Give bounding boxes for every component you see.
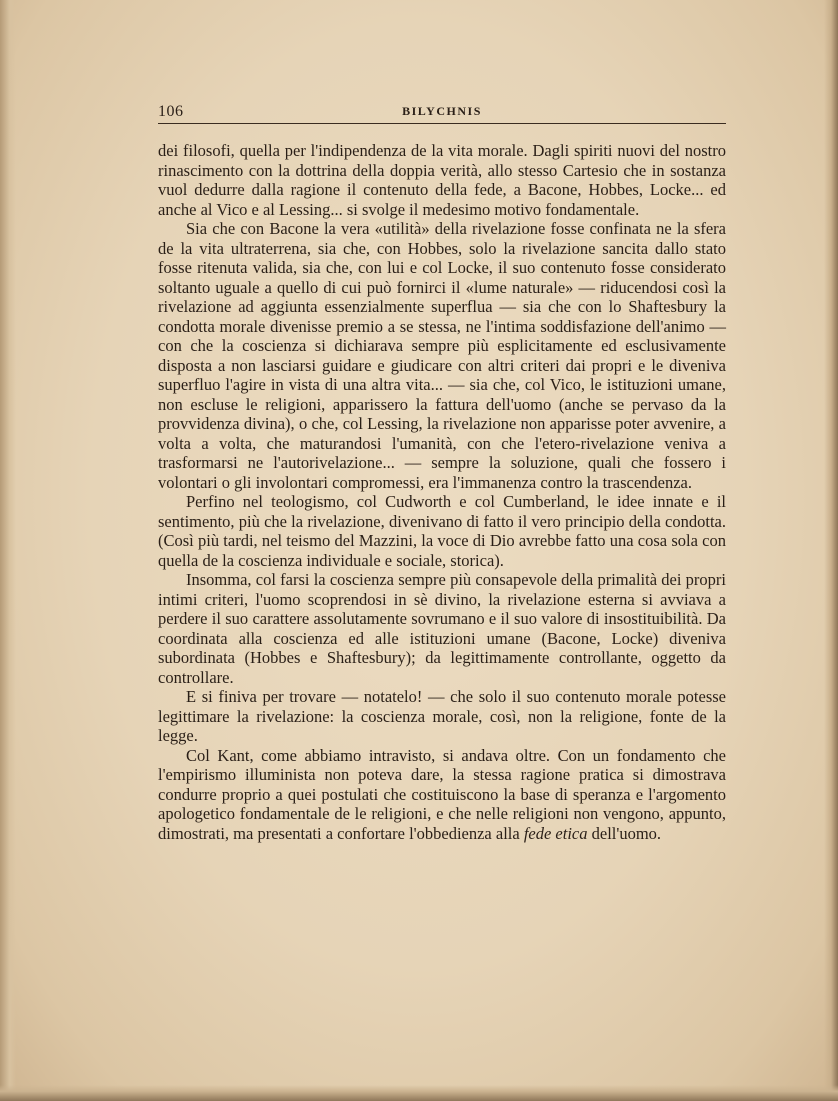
page-number: 106 (158, 103, 184, 120)
paragraph: E si finiva per trovare — notatelo! — che solo il suo contenuto morale potesse legittimare la rivelazione: la coscienza morale, così, non la religione, fonte de la legge. (158, 687, 726, 745)
body-text (158, 141, 726, 843)
page-left-edge (0, 0, 16, 1101)
paragraph: Insomma, col farsi la coscienza sempre più consapevole della primalità dei propri intimi criteri, l'uomo scoprendosi in sè divino, la rivelazione esterna si avviava a perdere il suo carattere assolutamente sovrumano e il suo valore di insostituibilità. Da coordinata alla coscienza ed alle istituzioni umane (Bacone, Locke) diveniva subordinata (Hobbes e Shaftesbury); da legittimamente controllante, oggetto da controllare. (158, 570, 726, 687)
paragraph: Perfino nel teologismo, col Cudworth e col Cumberland, le idee innate e il sentimento, più che la rivelazione, divenivano di fatto il vero principio della condotta. (Così più tardi, nel teismo del Mazzini, la voce di Dio avrebbe fatto una cosa sola con quella de la coscienza individuale e sociale, storica). (158, 492, 726, 570)
header-rule (158, 123, 726, 124)
italic-phrase: fede etica (523, 823, 588, 843)
page-bottom-edge (0, 1085, 838, 1101)
page-header (158, 101, 726, 123)
paragraph-tail: dell'uomo. (591, 823, 662, 843)
paragraph-last (158, 746, 726, 844)
paragraph: Sia che con Bacone la vera «utilità» della rivelazione fosse confinata ne la sfera de la vita ultraterrena, sia che, con Hobbes, solo la rivelazione sancita dallo stato fosse ritenuta valida, sia che, con lui e col Locke, il suo contenuto fosse considerato soltanto uguale a quello di cui può fornirci il «lume naturale» — riducendosi così la rivelazione ad aggiunta essenzialmente superflua — sia che con lo Shaftesbury la condotta morale divenisse premio a se stessa, ne l'intima soddisfazione dell'animo — con che la coscienza si dichiarava sempre più esplicitamente ed esclusivamente disposta a non lasciarsi guidare e giudicare con altri criteri dai propri e le diveniva superfluo l'agire in vista di una altra vita... — sia che, col Vico, le istituzioni umane, non escluse le religioni, apparissero la fattura dell'uomo (anche se pervaso da la provvidenza divina), o che, col Lessing, la rivelazione non apparisse poter avvenire, a volta a volta, che maturandosi l'umanità, con che l'etero-rivelazione veniva a trasformarsi ne l'autorivelazione... — sempre la soluzione, quali che fossero i volontari o gli involontari compromessi, era l'immanenza contro la trascendenza. (158, 219, 726, 492)
running-title: BILYCHNIS (402, 104, 482, 118)
page-right-edge (824, 0, 838, 1101)
paragraph-text: Col Kant, come abbiamo intravisto, si andava oltre. Con un fondamento che l'empirismo illuminista non poteva dare, la stessa ragione pratica si dimostrava condurre proprio a quei postulati che costituiscono la base di speranza e l'argomento apologetico fondamentale de le religioni, e che nelle religioni non vengono, appunto, dimostrati, ma presentati a confortare l'obbedienza alla (158, 745, 726, 843)
paragraph: dei filosofi, quella per l'indipendenza de la vita morale. Dagli spiriti nuovi del nostro rinascimento con la dottrina della doppia verità, allo stesso Cartesio che in sostanza vuol dedurre dalla ragione il contenuto della fede, a Bacone, Hobbes, Locke... ed anche al Vico e al Lessing... si svolge il medesimo motivo fondamentale. (158, 141, 726, 219)
